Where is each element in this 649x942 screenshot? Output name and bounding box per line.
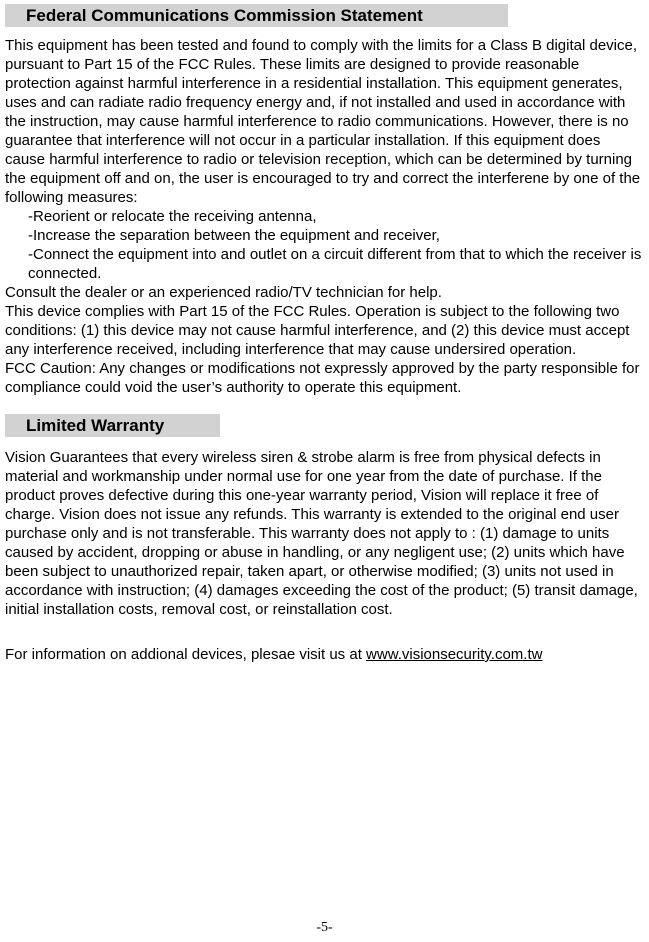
more-info-line bbox=[5, 645, 644, 664]
fcc-compliance-paragraph: This device complies with Part 15 of the FCC Rules. Operation is subject to the following two conditions: (1) this device may not cause harmful interference, and (2) this device must accept any interference received, including interference that may cause undersired operation. bbox=[5, 303, 630, 358]
fcc-consult-paragraph: Consult the dealer or an experienced radio/TV technician for help. bbox=[5, 284, 442, 301]
fcc-bullet-reorient: -Reorient or relocate the receiving antenna, bbox=[28, 208, 317, 225]
warranty-section-heading: Limited Warranty bbox=[5, 414, 220, 437]
fcc-intro-paragraph: This equipment has been tested and found to comply with the limits for a Class B digital device, pursuant to Part 15 of the FCC Rules. These limits are designed to provide reasonable protection against harmful interference in a residential installation. This equipment generates, uses and can radiate radio frequency energy and, if not installed and used in accordance with the instruction, may cause harmful interference to radio communications. However, there is no guarantee that interference will not occur in a particular installation. If this equipment does cause harmful interference to radio or television reception, which can be determined by turning the equipment off and on, the user is encouraged to try and correct the interferene by one of the following measures: bbox=[5, 37, 641, 206]
more-info-text: For information on addional devices, plesae visit us at bbox=[5, 646, 367, 663]
warranty-website-link[interactable]: www.visionsecurity.com.tw bbox=[366, 646, 543, 663]
fcc-caution-paragraph: FCC Caution: Any changes or modifications not expressly approved by the party responsible for compliance could void the user’s authority to operate this equipment. bbox=[5, 360, 640, 396]
page-number: -5- bbox=[316, 920, 333, 935]
fcc-bullet-separation: -Increase the separation between the equipment and receiver, bbox=[28, 227, 440, 244]
fcc-section-heading: Federal Communications Commission Statement bbox=[5, 4, 508, 27]
fcc-bullet-connect: -Connect the equipment into and outlet on a circuit different from that to which the receiver is connected. bbox=[28, 246, 642, 282]
warranty-body-paragraph: Vision Guarantees that every wireless siren & strobe alarm is free from physical defects in material and workmanship under normal use for one year from the date of purchase. If the product proves defective during this one-year warranty period, Vision will replace it free of charge. Vision does not issue any refunds. This warranty is extended to the original end user purchase only and is not transferable. This warranty does not apply to : (1) damage to units caused by accident, dropping or abuse in handling, or any negligent use; (2) units which have been subject to unauthorized repair, taken apart, or otherwise modified; (3) units not used in accordance with instruction; (4) damages exceeding the cost of the product; (5) transit damage, initial installation costs, removal cost, or reinstallation cost. bbox=[5, 449, 638, 618]
